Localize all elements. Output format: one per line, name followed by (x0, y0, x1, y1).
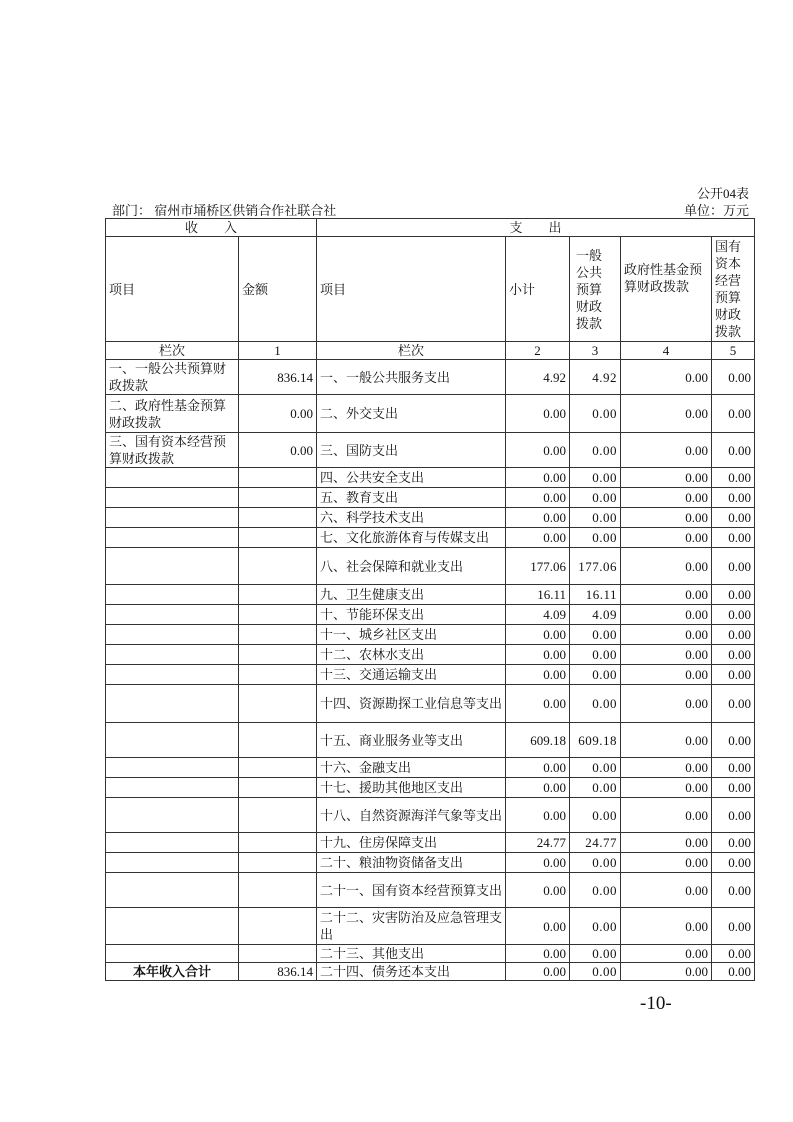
state-capital-value: 0.00 (712, 963, 755, 981)
state-capital-value: 0.00 (712, 433, 755, 468)
income-item (106, 488, 239, 508)
income-amount (239, 778, 317, 798)
expense-item: 十三、交通运输支出 (317, 665, 506, 685)
table-row (106, 963, 755, 981)
subtotal-value: 24.77 (506, 833, 570, 853)
table-row (106, 605, 755, 625)
subtotal-value: 16.11 (506, 585, 570, 605)
general-budget-value: 0.00 (570, 645, 621, 665)
table-row (106, 395, 755, 433)
general-budget-value: 0.00 (570, 665, 621, 685)
table-row (106, 645, 755, 665)
col-1: 1 (239, 342, 317, 360)
state-capital-value: 0.00 (712, 625, 755, 645)
income-item: 一、一般公共预算财政拨款 (106, 360, 239, 395)
income-amount (239, 945, 317, 963)
state-capital-value: 0.00 (712, 645, 755, 665)
col-3: 3 (570, 342, 621, 360)
expense-item: 十四、资源勘探工业信息等支出 (317, 685, 506, 723)
state-capital-value: 0.00 (712, 360, 755, 395)
gov-fund-value: 0.00 (621, 873, 712, 908)
state-capital-value: 0.00 (712, 685, 755, 723)
state-capital-value: 0.00 (712, 468, 755, 488)
expense-item: 十七、援助其他地区支出 (317, 778, 506, 798)
general-budget-value: 0.00 (570, 488, 621, 508)
table-row (106, 908, 755, 945)
gov-fund-value: 0.00 (621, 548, 712, 585)
state-capital-value: 0.00 (712, 395, 755, 433)
col-label-right: 栏次 (317, 342, 506, 360)
table-row (106, 488, 755, 508)
subtotal-value: 4.09 (506, 605, 570, 625)
income-amount: 836.14 (239, 963, 317, 981)
income-amount (239, 528, 317, 548)
expense-item: 四、公共安全支出 (317, 468, 506, 488)
subtotal-value: 0.00 (506, 945, 570, 963)
expense-item: 五、教育支出 (317, 488, 506, 508)
table-row (106, 585, 755, 605)
gov-fund-value: 0.00 (621, 625, 712, 645)
table-row (106, 433, 755, 468)
income-item (106, 585, 239, 605)
gov-fund-value: 0.00 (621, 395, 712, 433)
subtotal-value: 0.00 (506, 488, 570, 508)
income-item-header: 项目 (106, 237, 239, 342)
general-budget-value: 0.00 (570, 468, 621, 488)
state-capital-value: 0.00 (712, 833, 755, 853)
income-item: 本年收入合计 (106, 963, 239, 981)
subtotal-value: 0.00 (506, 798, 570, 833)
general-budget-value: 0.00 (570, 395, 621, 433)
table-row (106, 758, 755, 778)
expense-item: 二十二、灾害防治及应急管理支出 (317, 908, 506, 945)
gov-fund-value: 0.00 (621, 723, 712, 758)
income-amount (239, 758, 317, 778)
expense-item: 十五、商业服务业等支出 (317, 723, 506, 758)
income-item: 三、国有资本经营预算财政拨款 (106, 433, 239, 468)
state-capital-header: 国有资本经营预算财政拨款 (712, 237, 755, 342)
expense-item: 十六、金融支出 (317, 758, 506, 778)
income-item: 二、政府性基金预算财政拨款 (106, 395, 239, 433)
state-capital-value: 0.00 (712, 723, 755, 758)
subtotal-value: 0.00 (506, 645, 570, 665)
page-number: -10- (640, 993, 672, 1014)
subtotal-value: 0.00 (506, 758, 570, 778)
income-item (106, 873, 239, 908)
gov-fund-value: 0.00 (621, 433, 712, 468)
col-label-left: 栏次 (106, 342, 239, 360)
gov-fund-value: 0.00 (621, 468, 712, 488)
gov-fund-value: 0.00 (621, 685, 712, 723)
col-4: 4 (621, 342, 712, 360)
gov-fund-value: 0.00 (621, 665, 712, 685)
income-item (106, 833, 239, 853)
general-budget-value: 0.00 (570, 528, 621, 548)
general-budget-value: 609.18 (570, 723, 621, 758)
income-item (106, 853, 239, 873)
income-amount (239, 665, 317, 685)
state-capital-value: 0.00 (712, 778, 755, 798)
income-amount (239, 488, 317, 508)
income-amount: 836.14 (239, 360, 317, 395)
expense-item: 十、节能环保支出 (317, 605, 506, 625)
state-capital-value: 0.00 (712, 908, 755, 945)
table-row (106, 723, 755, 758)
gov-fund-value: 0.00 (621, 853, 712, 873)
income-item (106, 605, 239, 625)
general-budget-value: 0.00 (570, 853, 621, 873)
income-amount-header: 金额 (239, 237, 317, 342)
general-budget-value: 0.00 (570, 873, 621, 908)
expense-item: 十八、自然资源海洋气象等支出 (317, 798, 506, 833)
income-item (106, 798, 239, 833)
gov-fund-value: 0.00 (621, 833, 712, 853)
income-item (106, 908, 239, 945)
income-amount (239, 625, 317, 645)
gov-fund-value: 0.00 (621, 778, 712, 798)
subtotal-value: 177.06 (506, 548, 570, 585)
subtotal-header: 小计 (506, 237, 570, 342)
income-item (106, 758, 239, 778)
general-budget-value: 24.77 (570, 833, 621, 853)
income-amount: 0.00 (239, 433, 317, 468)
table-row (106, 833, 755, 853)
state-capital-value: 0.00 (712, 873, 755, 908)
table-row (106, 528, 755, 548)
expense-item: 十一、城乡社区支出 (317, 625, 506, 645)
state-capital-value: 0.00 (712, 665, 755, 685)
gov-fund-value: 0.00 (621, 963, 712, 981)
form-number: 公开04表 (696, 186, 749, 201)
gov-fund-value: 0.00 (621, 605, 712, 625)
income-amount (239, 548, 317, 585)
general-budget-value: 0.00 (570, 433, 621, 468)
income-item (106, 778, 239, 798)
gov-fund-value: 0.00 (621, 645, 712, 665)
expense-item: 二十一、国有资本经营预算支出 (317, 873, 506, 908)
expense-item: 三、国防支出 (317, 433, 506, 468)
subtotal-value: 0.00 (506, 468, 570, 488)
table-row (106, 798, 755, 833)
subtotal-value: 0.00 (506, 528, 570, 548)
general-budget-value: 0.00 (570, 963, 621, 981)
table-row (106, 548, 755, 585)
income-amount (239, 508, 317, 528)
expense-item: 十九、住房保障支出 (317, 833, 506, 853)
gov-fund-header: 政府性基金预算财政拨款 (621, 237, 712, 342)
expense-item: 二十、粮油物资储备支出 (317, 853, 506, 873)
expense-item: 九、卫生健康支出 (317, 585, 506, 605)
general-budget-value: 177.06 (570, 548, 621, 585)
gov-fund-value: 0.00 (621, 585, 712, 605)
general-budget-value: 4.92 (570, 360, 621, 395)
gov-fund-value: 0.00 (621, 798, 712, 833)
table-row (106, 685, 755, 723)
subtotal-value: 0.00 (506, 873, 570, 908)
general-budget-value: 0.00 (570, 685, 621, 723)
income-item (106, 508, 239, 528)
income-item (106, 685, 239, 723)
expense-item: 八、社会保障和就业支出 (317, 548, 506, 585)
subtotal-value: 0.00 (506, 665, 570, 685)
general-budget-value: 16.11 (570, 585, 621, 605)
income-item (106, 548, 239, 585)
state-capital-value: 0.00 (712, 853, 755, 873)
budget-table (105, 218, 755, 981)
general-budget-value: 0.00 (570, 625, 621, 645)
income-item (106, 645, 239, 665)
income-amount (239, 723, 317, 758)
expense-item: 二、外交支出 (317, 395, 506, 433)
table-row (106, 508, 755, 528)
expense-item: 一、一般公共服务支出 (317, 360, 506, 395)
table-row (106, 360, 755, 395)
subtotal-value: 0.00 (506, 508, 570, 528)
income-amount (239, 685, 317, 723)
income-item (106, 665, 239, 685)
income-amount (239, 468, 317, 488)
gov-fund-value: 0.00 (621, 945, 712, 963)
income-amount (239, 585, 317, 605)
income-amount (239, 908, 317, 945)
col-2: 2 (506, 342, 570, 360)
gov-fund-value: 0.00 (621, 528, 712, 548)
expense-item: 十二、农林水支出 (317, 645, 506, 665)
income-amount (239, 833, 317, 853)
department-label: 部门： 宿州市埇桥区供销合作社联合社 (112, 203, 337, 218)
general-budget-value: 0.00 (570, 908, 621, 945)
gov-fund-value: 0.00 (621, 758, 712, 778)
subtotal-value: 0.00 (506, 685, 570, 723)
income-item (106, 625, 239, 645)
income-amount: 0.00 (239, 395, 317, 433)
subtotal-value: 0.00 (506, 853, 570, 873)
table-row (106, 665, 755, 685)
state-capital-value: 0.00 (712, 528, 755, 548)
subtotal-value: 4.92 (506, 360, 570, 395)
income-item (106, 468, 239, 488)
state-capital-value: 0.00 (712, 798, 755, 833)
income-amount (239, 645, 317, 665)
income-header: 收 入 (106, 219, 317, 237)
income-amount (239, 798, 317, 833)
general-budget-header: 一般公共预算财政拨款 (570, 237, 621, 342)
gov-fund-value: 0.00 (621, 908, 712, 945)
table-row (106, 778, 755, 798)
gov-fund-value: 0.00 (621, 488, 712, 508)
expense-item: 七、文化旅游体育与传媒支出 (317, 528, 506, 548)
income-amount (239, 605, 317, 625)
subtotal-value: 609.18 (506, 723, 570, 758)
income-amount (239, 873, 317, 908)
state-capital-value: 0.00 (712, 945, 755, 963)
state-capital-value: 0.00 (712, 548, 755, 585)
subtotal-value: 0.00 (506, 625, 570, 645)
table-row (106, 945, 755, 963)
general-budget-value: 4.09 (570, 605, 621, 625)
state-capital-value: 0.00 (712, 488, 755, 508)
gov-fund-value: 0.00 (621, 360, 712, 395)
col-5: 5 (712, 342, 755, 360)
expense-item: 二十三、其他支出 (317, 945, 506, 963)
general-budget-value: 0.00 (570, 798, 621, 833)
subtotal-value: 0.00 (506, 908, 570, 945)
general-budget-value: 0.00 (570, 778, 621, 798)
state-capital-value: 0.00 (712, 605, 755, 625)
table-row (106, 468, 755, 488)
subtotal-value: 0.00 (506, 778, 570, 798)
expense-item: 二十四、债务还本支出 (317, 963, 506, 981)
table-row (106, 853, 755, 873)
income-item (106, 945, 239, 963)
subtotal-value: 0.00 (506, 433, 570, 468)
state-capital-value: 0.00 (712, 508, 755, 528)
table-row (106, 625, 755, 645)
expense-item-header: 项目 (317, 237, 506, 342)
state-capital-value: 0.00 (712, 758, 755, 778)
state-capital-value: 0.00 (712, 585, 755, 605)
income-item (106, 723, 239, 758)
table-row (106, 873, 755, 908)
unit-label: 单位：万元 (683, 203, 749, 218)
income-amount (239, 853, 317, 873)
subtotal-value: 0.00 (506, 395, 570, 433)
income-item (106, 528, 239, 548)
subtotal-value: 0.00 (506, 963, 570, 981)
general-budget-value: 0.00 (570, 945, 621, 963)
general-budget-value: 0.00 (570, 758, 621, 778)
general-budget-value: 0.00 (570, 508, 621, 528)
expense-header: 支 出 (317, 219, 755, 237)
gov-fund-value: 0.00 (621, 508, 712, 528)
expense-item: 六、科学技术支出 (317, 508, 506, 528)
